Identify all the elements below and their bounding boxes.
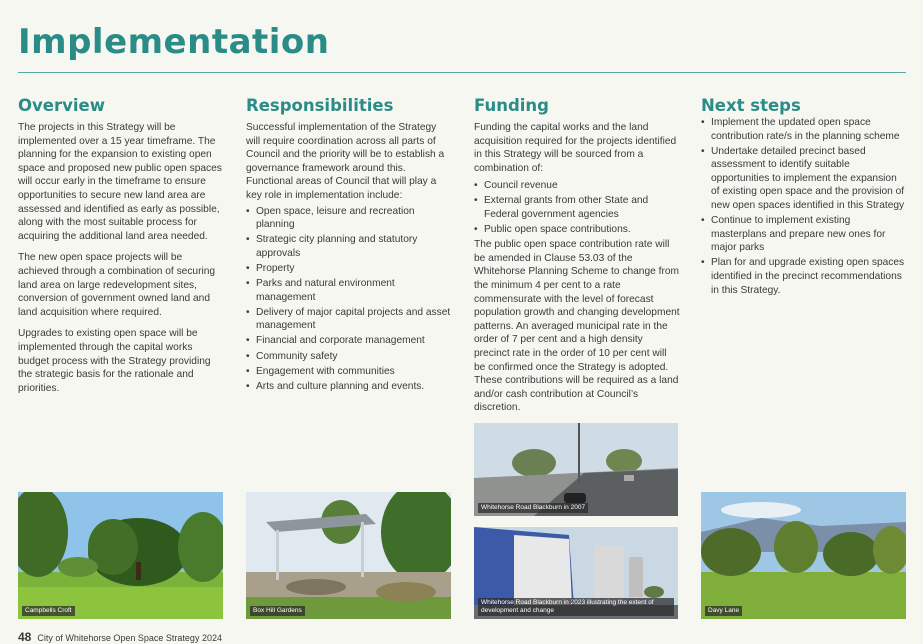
photo-caption: Box Hill Gardens [250, 606, 305, 616]
list-item: • External grants from other State and Federal government agencies [484, 194, 680, 221]
list-item: • Plan for and upgrade existing open spaces identified in the precinct recommendations in this Strategy. [711, 256, 907, 297]
list-item: • Open space, leisure and recreation planning [256, 205, 452, 232]
photo-caption: Campbells Croft [22, 606, 75, 616]
page-number: 48 [18, 630, 32, 644]
photo-davy-lane [701, 492, 906, 619]
funding-intro: Funding the capital works and the land acquisition required for the projects identified in this Strategy will be sourced from a combination of: [474, 122, 677, 174]
responsibilities-intro: Successful implementation of the Strategy will require coordination across all parts of Council and the priority will be to establish a governance framework around this. Functional areas of Council that will play a key role in implementation include: [246, 122, 445, 201]
photo-caption: Whitehorse Road Blackburn in 2023 illustrating the extent of development and change [478, 598, 674, 616]
responsibilities-list [246, 205, 452, 394]
funding-list [474, 179, 680, 236]
list-item: • Public open space contributions. [484, 223, 680, 237]
title-divider [18, 72, 906, 73]
list-item: • Delivery of major capital projects and asset management [256, 306, 452, 333]
list-item: • Council revenue [484, 179, 680, 193]
overview-paragraph: The new open space projects will be achieved through a combination of securing land area on large redevelopment sites, conversion of government owned land and land acquisition where required. [18, 252, 216, 318]
overview-column [18, 96, 224, 403]
funding-column [474, 96, 680, 423]
overview-paragraph: The projects in this Strategy will be implemented over a 15 year timeframe. The planning for the expansion to existing open space and proposed new public open spaces will occur early in the timeframe to ensure opportunities to secure new land area are assessed and identified as early as possible, along with the most suitable process for acquiring the additional land area needed. [18, 122, 222, 242]
responsibilities-heading: Responsibilities [246, 96, 394, 115]
list-item: • Engagement with communities [256, 365, 452, 379]
photo-whitehorse-road-2023 [474, 527, 678, 619]
photo-campbells-croft [18, 492, 223, 619]
funding-body: The public open space contribution rate will be amended in Clause 53.03 of the Whitehorse Planning Scheme to change from the minimum 4 per cent to a rate commensurate with the level of forecast population growth and changing development patterns. An averaged municipal rate in the order of 7 per cent and a high density precinct rate in the order of 10 per cent will be confirmed once the Strategy is adopted. These contributions will be required as a land and/or cash contribution at Council’s discretion. [474, 239, 680, 414]
list-item: • Strategic city planning and statutory approvals [256, 233, 452, 260]
photo-whitehorse-road-2007 [474, 423, 678, 516]
next-steps-heading: Next steps [701, 96, 801, 115]
page-title: Implementation [18, 22, 330, 62]
responsibilities-column [246, 96, 452, 395]
list-item: • Continue to implement existing masterplans and prepare new ones for major parks [711, 214, 907, 255]
next-steps-column [701, 96, 907, 299]
list-item: • Community safety [256, 350, 452, 364]
list-item: • Implement the updated open space contribution rate/s in the planning scheme [711, 116, 907, 143]
overview-heading: Overview [18, 96, 105, 115]
list-item: • Property [256, 262, 452, 276]
list-item: • Financial and corporate management [256, 334, 452, 348]
photo-caption: Whitehorse Road Blackburn in 2007 [478, 503, 588, 513]
list-item: • Arts and culture planning and events. [256, 380, 452, 394]
page-footer [18, 630, 222, 644]
photo-box-hill-gardens [246, 492, 451, 619]
overview-paragraph: Upgrades to existing open space will be implemented through the capital works budget process with the Strategy providing the strategic basis for the rationale and priorities. [18, 328, 211, 394]
list-item: • Undertake detailed precinct based assessment to identify suitable opportunities to implement the expansion of existing open space and the provision of new open spaces identified in this Strategy [711, 145, 907, 213]
next-steps-list [701, 116, 907, 297]
funding-heading: Funding [474, 96, 549, 115]
photo-caption: Davy Lane [705, 606, 742, 616]
document-title: City of Whitehorse Open Space Strategy 2024 [37, 633, 222, 643]
list-item: • Parks and natural environment management [256, 277, 452, 304]
